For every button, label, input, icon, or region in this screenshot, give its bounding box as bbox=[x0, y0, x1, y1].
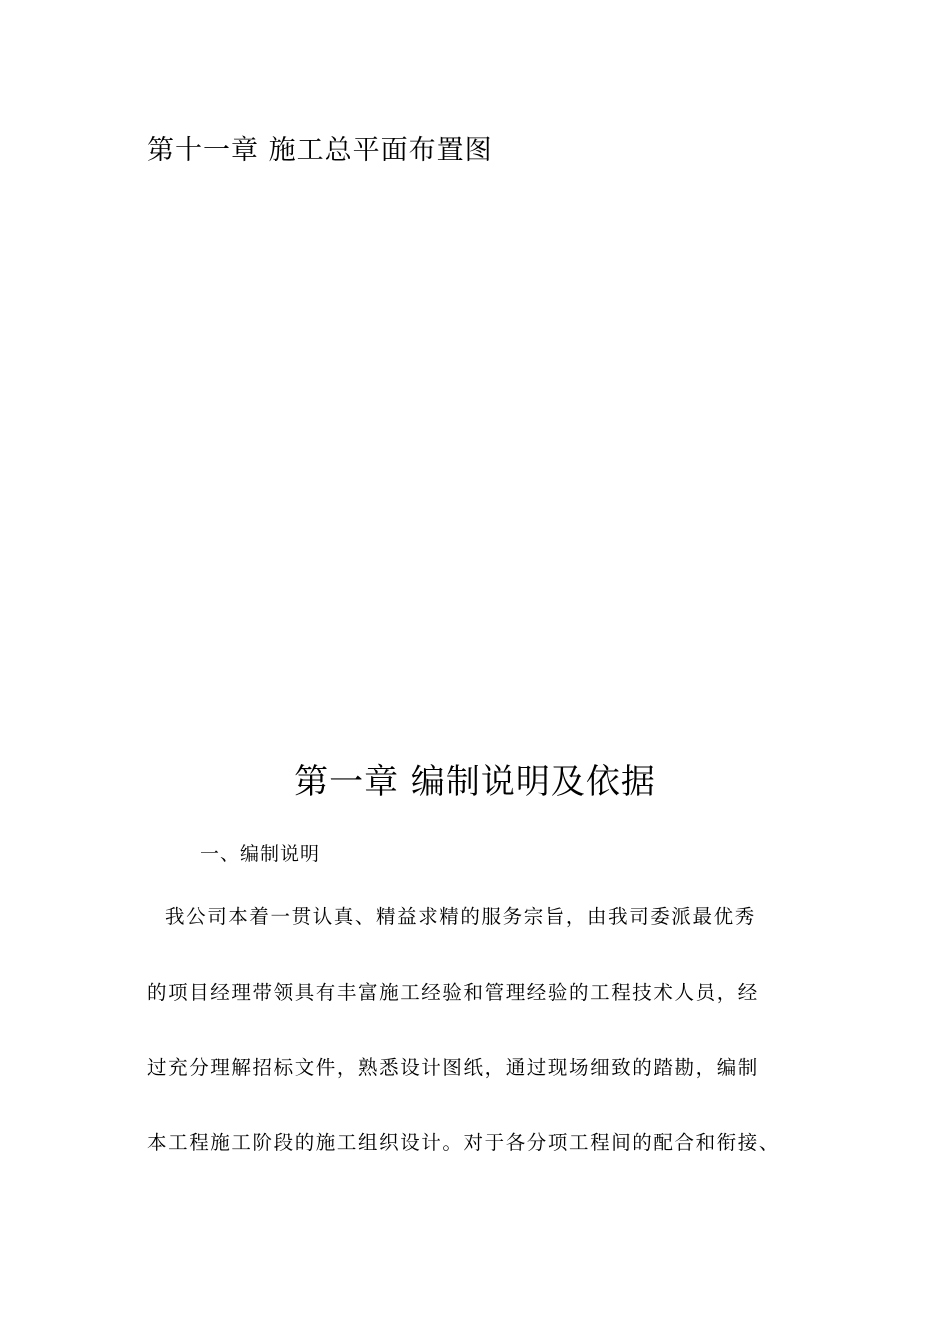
paragraph-line: 的项目经理带领具有丰富施工经验和管理经验的工程技术人员，经 bbox=[147, 981, 759, 1004]
chapter-1-heading: 第一章 编制说明及依据 bbox=[294, 762, 656, 802]
section-1-heading: 一、编制说明 bbox=[200, 843, 321, 865]
paragraph-line: 本工程施工阶段的施工组织设计。对于各分项工程间的配合和衔接、 bbox=[147, 1131, 781, 1154]
chapter-11-heading: 第十一章 施工总平面布置图 bbox=[147, 135, 493, 166]
paragraph-line: 过充分理解招标文件，熟悉设计图纸，通过现场细致的踏勘，编制 bbox=[147, 1056, 759, 1079]
paragraph-line: 我公司本着一贯认真、精益求精的服务宗旨，由我司委派最优秀 bbox=[165, 905, 756, 928]
